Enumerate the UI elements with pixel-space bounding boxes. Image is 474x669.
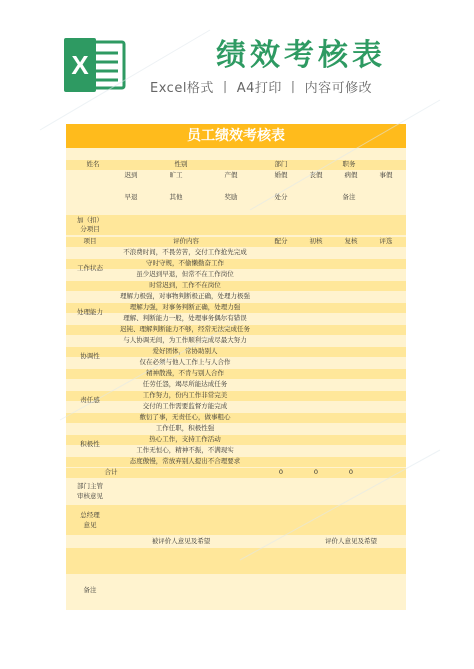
criterion-text: 理解力极强，对事物判断极正确，处理力极强 [120, 292, 250, 300]
dept-review-label-2: 审核意见 [77, 492, 103, 500]
group-label: 工作状态 [77, 264, 103, 272]
criterion-text: 态度傲慢，常放弃别人提出不合理要求 [129, 457, 241, 465]
criterion-text: 敷衍了事，无责任心，做事粗心 [139, 413, 231, 421]
page-title: 绩效考核表 [216, 38, 386, 73]
attendance-item: 备注 [342, 193, 356, 201]
evaluatee-opinion-label: 被评价人意见及希望 [151, 537, 211, 545]
attendance-item: 其他 [169, 193, 183, 201]
group-label: 处理能力 [77, 308, 103, 316]
group-label: 责任感 [80, 396, 100, 404]
criterion-text: 精神散漫，不肯与别人合作 [146, 369, 224, 377]
criterion-text: 时常迟到，工作不在岗位 [149, 281, 221, 289]
head-score: 配分 [274, 237, 288, 245]
total-first: 0 [313, 468, 319, 476]
criterion-text: 热心工作，支持工作活动 [149, 435, 221, 443]
remarks-label: 备注 [83, 586, 97, 594]
head-item: 项目 [83, 237, 97, 245]
criterion-text: 工作无恒心，精神不振，不满现实 [136, 446, 234, 454]
attendance-item: 事假 [379, 171, 393, 179]
page-subtitle: Excel格式 丨 A4打印 丨 内容可修改 [150, 81, 373, 96]
criterion-text: 虽少迟到早退，但常不在工作岗位 [136, 270, 234, 278]
head-rating: 评选 [379, 237, 393, 245]
total-score: 0 [278, 468, 284, 476]
head-first: 初核 [309, 237, 323, 245]
attendance-item: 婚假 [274, 171, 288, 179]
label-bonus-1: 加（扣） [77, 216, 103, 224]
excel-logo-letter: X [71, 50, 89, 80]
criterion-text: 守时守规，不偷懒勤奋工作 [146, 259, 224, 267]
sheet-row [66, 182, 406, 192]
gm-label-2: 意见 [83, 521, 97, 529]
label-bonus-2: 分项目 [80, 225, 100, 233]
label-dept: 部门 [274, 160, 288, 168]
criterion-text: 爱好团体，常协助别人 [152, 347, 218, 355]
label-name: 姓名 [86, 160, 100, 168]
sheet-row [66, 576, 406, 606]
group-label: 积极性 [80, 440, 100, 448]
page-header [0, 0, 474, 112]
total-label: 合计 [104, 468, 118, 476]
attendance-item: 病假 [344, 171, 358, 179]
label-gender: 性别 [174, 160, 188, 168]
attendance-item: 迟到 [124, 171, 138, 179]
sheet-row [66, 215, 406, 235]
attendance-item: 奖励 [224, 193, 238, 201]
evaluator-opinion-label: 评价人意见及希望 [325, 537, 377, 545]
head-content: 评价内容 [173, 237, 199, 245]
criterion-text: 理解力强，对事务判断正确，处理力强 [129, 303, 241, 311]
criterion-text: 理解、判断能力一般，处理事务偶尔有错误 [123, 314, 247, 322]
criterion-text: 交付的工作需要监督方能完成 [142, 402, 228, 410]
attendance-item: 早退 [124, 193, 138, 201]
attendance-item: 处分 [274, 193, 288, 201]
criterion-text: 工作任职，积极性强 [155, 424, 215, 432]
sheet-row [66, 204, 406, 214]
sheet-title: 员工绩效考核表 [66, 124, 406, 148]
attendance-item: 旷工 [169, 171, 183, 179]
criterion-text: 与人协调无间，为工作顺利完成尽最大努力 [123, 336, 247, 344]
criterion-text: 迟钝、理解判断能力不够，经常无法完成任务 [120, 325, 250, 333]
group-label: 协调性 [80, 352, 100, 360]
attendance-item: 丧假 [309, 171, 323, 179]
head-review: 复核 [344, 237, 358, 245]
sheet-row [66, 479, 406, 503]
label-position: 职务 [342, 160, 356, 168]
sheet-row [66, 548, 406, 574]
evaluation-sheet [66, 124, 406, 610]
criterion-text: 工作努力，份内工作非常完美 [142, 391, 228, 399]
dept-review-label-1: 部门主管 [77, 482, 103, 490]
criterion-text: 仅在必须与他人工作上与人合作 [139, 358, 231, 366]
total-review: 0 [348, 468, 354, 476]
gm-label-1: 总经理 [80, 511, 100, 519]
criterion-text: 不浪费时间，不畏劳苦，交付工作抢先完成 [123, 248, 247, 256]
sheet-row [66, 505, 406, 535]
criterion-text: 任劳任怨，竭尽所能达成任务 [142, 380, 228, 388]
attendance-item: 产假 [224, 171, 238, 179]
